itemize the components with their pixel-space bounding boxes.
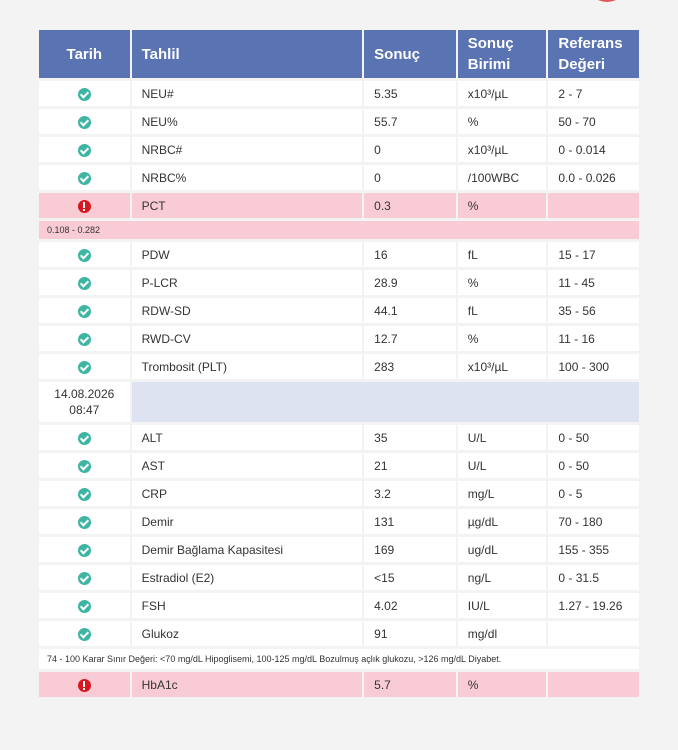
test-result: 4.02 — [364, 593, 456, 618]
status-cell — [39, 81, 130, 106]
test-name: PDW — [132, 242, 363, 267]
status-cell — [39, 193, 130, 218]
test-name: NEU# — [132, 81, 363, 106]
test-unit: x10³/µL — [458, 354, 547, 379]
table-row[interactable] — [39, 565, 639, 590]
test-result: 5.35 — [364, 81, 456, 106]
table-row[interactable] — [39, 509, 639, 534]
table-row[interactable] — [39, 270, 639, 295]
test-result: 16 — [364, 242, 456, 267]
table-row[interactable] — [39, 672, 639, 697]
status-cell — [39, 453, 130, 478]
test-result: 35 — [364, 425, 456, 450]
date-cell — [39, 382, 130, 422]
table-header-row — [39, 30, 639, 78]
check-circle-icon — [78, 172, 91, 185]
date-band — [132, 382, 639, 422]
header-test: Tahlil — [132, 30, 363, 78]
test-unit: /100WBC — [458, 165, 547, 190]
table-row[interactable] — [39, 537, 639, 562]
test-name: ALT — [132, 425, 363, 450]
test-name: Estradiol (E2) — [132, 565, 363, 590]
status-cell — [39, 354, 130, 379]
result-time: 08:47 — [69, 403, 100, 417]
test-reference: 0 - 31.5 — [548, 565, 639, 590]
result-date: 14.08.2026 — [54, 387, 115, 401]
test-reference: 11 - 16 — [548, 326, 639, 351]
table-row[interactable] — [39, 165, 639, 190]
table-body — [39, 81, 639, 697]
status-cell — [39, 298, 130, 323]
test-unit: % — [458, 193, 547, 218]
check-circle-icon — [78, 116, 91, 129]
reference-note-row — [39, 649, 639, 669]
check-circle-icon — [78, 544, 91, 557]
table-row[interactable] — [39, 109, 639, 134]
header-result: Sonuç — [364, 30, 456, 78]
check-circle-icon — [78, 277, 91, 290]
test-name: HbA1c — [132, 672, 363, 697]
test-name: RDW-SD — [132, 298, 363, 323]
test-result: 283 — [364, 354, 456, 379]
test-reference: 0 - 0.014 — [548, 137, 639, 162]
logo-fragment — [586, 0, 628, 2]
check-circle-icon — [78, 600, 91, 613]
check-circle-icon — [78, 305, 91, 318]
test-name: P-LCR — [132, 270, 363, 295]
test-result: 169 — [364, 537, 456, 562]
test-result: <15 — [364, 565, 456, 590]
check-circle-icon — [78, 249, 91, 262]
table-row[interactable] — [39, 354, 639, 379]
test-reference: 100 - 300 — [548, 354, 639, 379]
test-name: Glukoz — [132, 621, 363, 646]
check-circle-icon — [78, 432, 91, 445]
header-unit: Sonuç Birimi — [458, 30, 547, 78]
test-unit: fL — [458, 242, 547, 267]
test-result: 0 — [364, 165, 456, 190]
test-result: 12.7 — [364, 326, 456, 351]
table-row[interactable] — [39, 481, 639, 506]
test-result: 21 — [364, 453, 456, 478]
test-result: 55.7 — [364, 109, 456, 134]
test-reference: 35 - 56 — [548, 298, 639, 323]
check-circle-icon — [78, 628, 91, 641]
lab-results-table — [37, 27, 641, 700]
test-name: NEU% — [132, 109, 363, 134]
check-circle-icon — [78, 572, 91, 585]
header-reference: Referans Değeri — [548, 30, 639, 78]
table-row[interactable] — [39, 453, 639, 478]
test-unit: µg/dL — [458, 509, 547, 534]
table-row[interactable] — [39, 621, 639, 646]
test-unit: mg/L — [458, 481, 547, 506]
table-row[interactable] — [39, 298, 639, 323]
exclamation-circle-icon — [78, 200, 91, 213]
check-circle-icon — [78, 488, 91, 501]
test-reference: 15 - 17 — [548, 242, 639, 267]
test-reference: 0.0 - 0.026 — [548, 165, 639, 190]
reference-range-row — [39, 221, 639, 239]
test-reference: 0 - 5 — [548, 481, 639, 506]
test-reference: 155 - 355 — [548, 537, 639, 562]
test-reference: 2 - 7 — [548, 81, 639, 106]
status-cell — [39, 425, 130, 450]
test-unit: U/L — [458, 425, 547, 450]
test-unit: % — [458, 109, 547, 134]
test-reference: 0 - 50 — [548, 453, 639, 478]
table-row[interactable] — [39, 326, 639, 351]
test-reference: 11 - 45 — [548, 270, 639, 295]
test-result: 0 — [364, 137, 456, 162]
status-cell — [39, 270, 130, 295]
test-name: NRBC% — [132, 165, 363, 190]
status-cell — [39, 109, 130, 134]
test-result: 91 — [364, 621, 456, 646]
table-row[interactable] — [39, 193, 639, 218]
test-name: PCT — [132, 193, 363, 218]
check-circle-icon — [78, 460, 91, 473]
test-reference — [548, 193, 639, 218]
test-name: CRP — [132, 481, 363, 506]
status-cell — [39, 537, 130, 562]
test-unit: IU/L — [458, 593, 547, 618]
status-cell — [39, 672, 130, 697]
test-name: AST — [132, 453, 363, 478]
test-name: RWD-CV — [132, 326, 363, 351]
test-result: 44.1 — [364, 298, 456, 323]
check-circle-icon — [78, 144, 91, 157]
test-result: 28.9 — [364, 270, 456, 295]
test-result: 131 — [364, 509, 456, 534]
test-unit: ug/dL — [458, 537, 547, 562]
status-cell — [39, 242, 130, 267]
test-reference: 0 - 50 — [548, 425, 639, 450]
test-unit: % — [458, 270, 547, 295]
check-circle-icon — [78, 516, 91, 529]
table-row[interactable] — [39, 137, 639, 162]
test-unit: U/L — [458, 453, 547, 478]
test-reference: 50 - 70 — [548, 109, 639, 134]
table-row[interactable] — [39, 425, 639, 450]
date-group-row — [39, 382, 639, 422]
test-unit: x10³/µL — [458, 81, 547, 106]
test-result: 3.2 — [364, 481, 456, 506]
test-unit: % — [458, 672, 547, 697]
test-name: Trombosit (PLT) — [132, 354, 363, 379]
test-reference — [548, 621, 639, 646]
test-reference: 1.27 - 19.26 — [548, 593, 639, 618]
test-unit: x10³/µL — [458, 137, 547, 162]
check-circle-icon — [78, 333, 91, 346]
status-cell — [39, 621, 130, 646]
status-cell — [39, 137, 130, 162]
status-cell — [39, 509, 130, 534]
reference-range-text: 0.108 - 0.282 — [39, 221, 639, 239]
status-cell — [39, 481, 130, 506]
table-row[interactable] — [39, 81, 639, 106]
test-reference — [548, 672, 639, 697]
status-cell — [39, 565, 130, 590]
reference-note-text: 74 - 100 Karar Sınır Değeri: <70 mg/dL Hipoglisemi, 100-125 mg/dL Bozulmuş açlık glukozu, >126 mg/dL Diyabet. — [39, 649, 639, 669]
check-circle-icon — [78, 361, 91, 374]
test-unit: ng/L — [458, 565, 547, 590]
test-name: FSH — [132, 593, 363, 618]
status-cell — [39, 326, 130, 351]
test-unit: fL — [458, 298, 547, 323]
table-row[interactable] — [39, 242, 639, 267]
header-date: Tarih — [39, 30, 130, 78]
test-name: Demir Bağlama Kapasitesi — [132, 537, 363, 562]
test-name: Demir — [132, 509, 363, 534]
status-cell — [39, 165, 130, 190]
test-name: NRBC# — [132, 137, 363, 162]
test-unit: mg/dl — [458, 621, 547, 646]
test-reference: 70 - 180 — [548, 509, 639, 534]
test-unit: % — [458, 326, 547, 351]
test-result: 5.7 — [364, 672, 456, 697]
status-cell — [39, 593, 130, 618]
check-circle-icon — [78, 88, 91, 101]
test-result: 0.3 — [364, 193, 456, 218]
exclamation-circle-icon — [78, 679, 91, 692]
table-row[interactable] — [39, 593, 639, 618]
